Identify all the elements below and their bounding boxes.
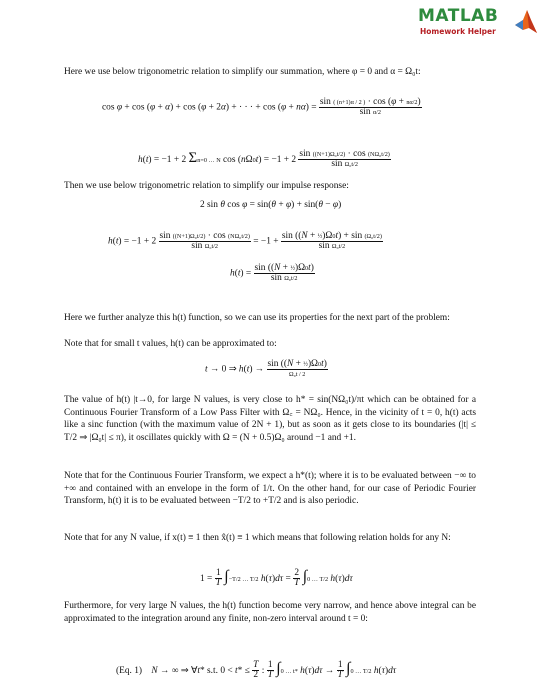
paragraph-6-text: Note that for the Continuous Fourier Transform, we expect a h*(t); where it is to be evaluated between −∞ to +∞ and contained with an envelope in the form of 1/t. On the other hand, for our case of Periodic Fourier Transform, h(t) it is to be evaluated between −T/2 to +T/2 and is also periodic. <box>64 471 476 507</box>
matlab-homework-helper-logo <box>418 6 534 40</box>
paragraph-1-text: Here we use below trigonometric relation to simplify our summation, where φ = 0 and α = Ω₀t: <box>64 67 421 77</box>
paragraph-4-text: Note that for small t values, h(t) can be approximated to: <box>64 339 277 349</box>
paragraph-6 <box>64 470 476 508</box>
equation-4: h(t) = −1 + 2 $\frac{\text{sin ((N+1)Ω₀t/2) · cos (NΩ₀t/2)}}{\text{sin Ω₀t/2}}$ = −1 + $\frac{\text{sin ((N + ½)Ω0t) + sin (Ω₀t/2)}}{\text{sin Ω₀t/2}}$ <box>108 231 382 251</box>
paragraph-7-text: Note that for any N value, if x(t) ≡ 1 then x̂(t) ≡ 1 which means that following relation holds for any N: <box>64 533 451 543</box>
paragraph-1 <box>64 66 476 79</box>
equation-2: h(t) = −1 + 2 Σn=0 … N cos (nΩ0t) = −1 + 2 $\frac{\text{sin ((N+1)Ω₀t/2) · cos (NΩ₀t/2)}}{\text{sin Ω₀t/2}}$ <box>138 149 390 170</box>
paragraph-7 <box>64 532 476 545</box>
equation-6: t → 0 ⇒ h(t) → $\frac{\text{sin ((N + ½)Ω0t)}}{\text{Ω₀t / 2}}$ <box>205 359 327 378</box>
equation-3: 2 sin θ cos φ = sin(θ + φ) + sin(θ − φ) <box>200 200 342 210</box>
logo-subtitle: Homework Helper <box>420 27 496 36</box>
paragraph-2-text: Then we use below trigonometric relation to simplify our impulse response: <box>64 181 349 191</box>
matlab-membrane-icon <box>514 8 538 36</box>
paragraph-8 <box>64 600 476 625</box>
paragraph-5-text: The value of h(t) |t→0, for large N values, is very close to h* = sin(NΩ₀t)/πt which can be obtained for a Continuous Fourier Transform of a Low Pass Filter with Ω꜀ = NΩ₀. Hence, in the vicinity of t = 0, h(t) acts like a sinc function (with the maximum value of 2N + 1), but as soon as it gets close to its boundaries (|t| ≤ T/2 ⇒ |Ω₀t| ≤ π), it oscillates quickly with Ω = (N + 0.5)Ω₀ around −1 and +1. <box>64 395 476 443</box>
equation-8: (Eq. 1) N → ∞ ⇒ ∀t* s.t. 0 < t* ≤ $\frac{T}{2}$ : $\frac{1}{T}$ ∫0 … t* h(τ)dτ → $\frac{1}{T}$ ∫0 … T/2 h(τ)dτ <box>116 660 397 681</box>
equation-7: 1 = $\frac{1}{T}$ ∫−T/2 … T/2 h(τ)dτ = $\frac{2}{T}$ ∫0 … T/2 h(τ)dτ <box>200 568 353 589</box>
paragraph-2 <box>64 180 476 193</box>
equation-8-label: (Eq. 1) <box>116 666 143 676</box>
equation-5: h(t) = $\frac{\text{sin ((N + ½)Ω0t)}}{\text{sin Ω₀t/2}}$ <box>230 263 314 283</box>
paragraph-8-text: Furthermore, for very large N values, the h(t) function become very narrow, and hence above integral can be approximated to the integration around any finite, non-zero interval around t = 0: <box>64 601 476 624</box>
paragraph-3 <box>64 312 476 325</box>
logo-title: MATLAB <box>418 6 499 26</box>
paragraph-5 <box>64 394 476 444</box>
paragraph-4 <box>64 338 476 351</box>
equation-1: cos φ + cos (φ + α) + cos (φ + 2α) + · · · + cos (φ + nα) = $\frac{\sin ( (n+1)\alpha / 2 ) \cdot \cos (\varphi + n\alpha/2)}{\text{sin α/2}}$ <box>102 97 421 117</box>
paragraph-3-text: Here we further analyze this h(t) function, so we can use its properties for the next part of the problem: <box>64 313 450 323</box>
